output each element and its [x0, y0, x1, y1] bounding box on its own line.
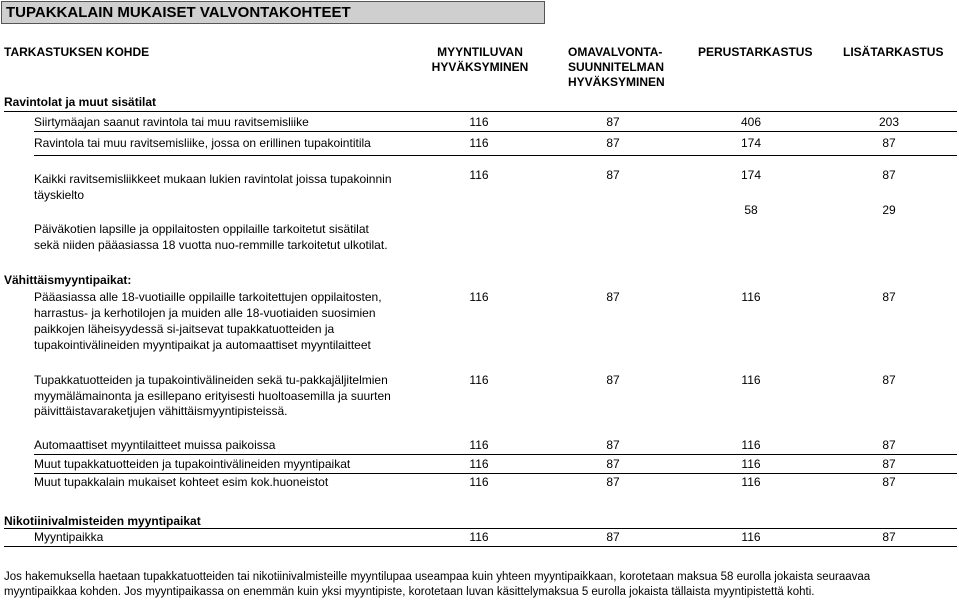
row-label: Ravintola tai muu ravitsemisliike, jossa on erillinen tupakointitila	[34, 136, 371, 150]
header-kohde: TARKASTUKSEN KOHDE	[4, 45, 150, 59]
row-divider	[34, 473, 957, 474]
row-label-line-3: päivittäistavaraketjujen vähittäismyyntipisteissä.	[34, 404, 288, 418]
row-value-myyntiluvan: 116	[469, 373, 489, 387]
section-vahittais: Vähittäismyyntipaikat:	[4, 273, 132, 287]
row-divider	[34, 131, 957, 132]
row-label-line-2: sekä niiden pääasiassa 18 vuotta nuo-remmille tarkoitetut ulkotilat.	[34, 238, 388, 252]
row-label-line-1: Tupakkatuotteiden ja tupakointivälineiden sekä tu-pakkajäljitelmien	[34, 373, 388, 387]
row-label-line-1: Päiväkotien lapsille ja oppilaitosten oppilaille tarkoitetut sisätilat	[34, 222, 369, 236]
row-value-lisa: 87	[882, 438, 896, 452]
row-value-myyntiluvan: 116	[469, 438, 489, 452]
row-value-omavalvonta: 87	[606, 290, 620, 304]
row-label-line-1: Pääasiassa alle 18-vuotiaille oppilaille tarkoitettujen oppilaitosten,	[34, 290, 382, 304]
footnote-line-2: myyntipaikkaa kohden. Jos myyntipaikassa on enemmän kuin yksi myyntipiste, korotetaan luvan käsittelymaksua 5 eurolla jokaista tällaista myyntipistettä kohti.	[4, 586, 815, 598]
row-label-line-2: täyskielto	[34, 188, 85, 202]
row-value-omavalvonta: 87	[606, 168, 620, 182]
footnote-line-1: Jos hakemuksella haetaan tupakkatuotteiden tai nikotiinivalmisteille myyntilupaa useampaa kuin yhteen myyntipaikkaan, korotetaan maksua 58 eurolla jokaista seuraavaa	[4, 571, 871, 583]
row-value-omavalvonta: 87	[606, 530, 620, 544]
row-value-lisa: 87	[882, 168, 896, 182]
row-label-line-3: paikkojen läheisyydessä si-jaitsevat tupakkatuotteiden ja	[34, 322, 335, 336]
section-nikotiini: Nikotiinivalmisteiden myyntipaikat	[4, 514, 201, 528]
row-label-line-2: harrastus- ja kerhotilojen ja muiden alle 18-vuotiaiden suosimien	[34, 306, 376, 320]
row-value-myyntiluvan: 116	[469, 475, 489, 489]
row-value-omavalvonta: 87	[606, 457, 620, 471]
row-label: Muut tupakkalain mukaiset kohteet esim kok.huoneistot	[34, 475, 329, 489]
row-value-omavalvonta: 87	[606, 475, 620, 489]
row-value-lisa: 29	[882, 203, 896, 217]
row-value-omavalvonta: 87	[606, 438, 620, 452]
row-value-lisa: 87	[882, 457, 896, 471]
header-omavalvonta-line-3: HYVÄKSYMINEN	[568, 75, 665, 89]
header-omavalvonta-line-2: SUUNNITELMAN	[568, 60, 664, 74]
row-value-myyntiluvan: 116	[469, 530, 489, 544]
row-label-line-4: tupakointivälineiden myyntipaikat ja automaattiset myyntilaitteet	[34, 338, 371, 352]
row-value-lisa: 87	[882, 475, 896, 489]
header-omavalvonta-line-1: OMAVALVONTA-	[568, 45, 663, 59]
section-divider	[4, 111, 957, 112]
row-divider	[34, 155, 957, 156]
row-value-lisa: 203	[878, 115, 900, 129]
row-value-omavalvonta: 87	[606, 115, 620, 129]
row-label: Automaattiset myyntilaitteet muissa paikoissa	[34, 438, 276, 452]
section-divider	[4, 528, 957, 529]
page-title: TUPAKKALAIN MUKAISET VALVONTAKOHTEET	[1, 1, 545, 24]
row-value-perus: 116	[741, 438, 761, 452]
row-label: Siirtymäajan saanut ravintola tai muu ravitsemisliike	[34, 115, 309, 129]
row-value-perus: 116	[741, 373, 761, 387]
row-value-lisa: 87	[882, 373, 896, 387]
row-label-line-1: Kaikki ravitsemisliikkeet mukaan lukien ravintolat joissa tupakoinnin	[34, 172, 392, 186]
row-value-perus: 174	[740, 168, 762, 182]
row-value-myyntiluvan: 116	[469, 168, 489, 182]
row-value-myyntiluvan: 116	[469, 290, 489, 304]
header-lisatarkastus: LISÄTARKASTUS	[843, 45, 944, 59]
row-value-omavalvonta: 87	[606, 136, 620, 150]
row-value-perus: 116	[741, 530, 761, 544]
row-value-lisa: 87	[882, 136, 896, 150]
row-value-myyntiluvan: 116	[469, 136, 489, 150]
row-value-omavalvonta: 87	[606, 373, 620, 387]
row-label: Muut tupakkatuotteiden ja tupakointivälineiden myyntipaikat	[34, 457, 351, 471]
header-myyntiluvan	[420, 45, 540, 75]
row-value-myyntiluvan: 116	[469, 457, 489, 471]
row-label: Myyntipaikka	[34, 530, 104, 544]
row-label-line-2: myymälämainonta ja esillepano erityisesti huoltoasemilla ja suurten	[34, 389, 391, 403]
row-value-perus: 406	[740, 115, 762, 129]
header-myyntiluvan-line-1: MYYNTILUVAN	[437, 45, 523, 59]
row-value-lisa: 87	[882, 290, 896, 304]
row-value-myyntiluvan: 116	[469, 115, 489, 129]
row-value-perus: 174	[740, 136, 762, 150]
header-perustarkastus: PERUSTARKASTUS	[698, 45, 813, 59]
row-divider	[4, 546, 957, 547]
header-omavalvonta	[568, 45, 665, 90]
row-value-perus: 116	[741, 475, 761, 489]
row-value-perus: 58	[744, 203, 758, 217]
row-divider	[34, 454, 957, 455]
row-value-lisa: 87	[882, 530, 896, 544]
row-value-perus: 116	[741, 290, 761, 304]
header-myyntiluvan-line-2: HYVÄKSYMINEN	[431, 60, 529, 74]
section-ravintolat: Ravintolat ja muut sisätilat	[4, 95, 157, 109]
row-value-perus: 116	[741, 457, 761, 471]
